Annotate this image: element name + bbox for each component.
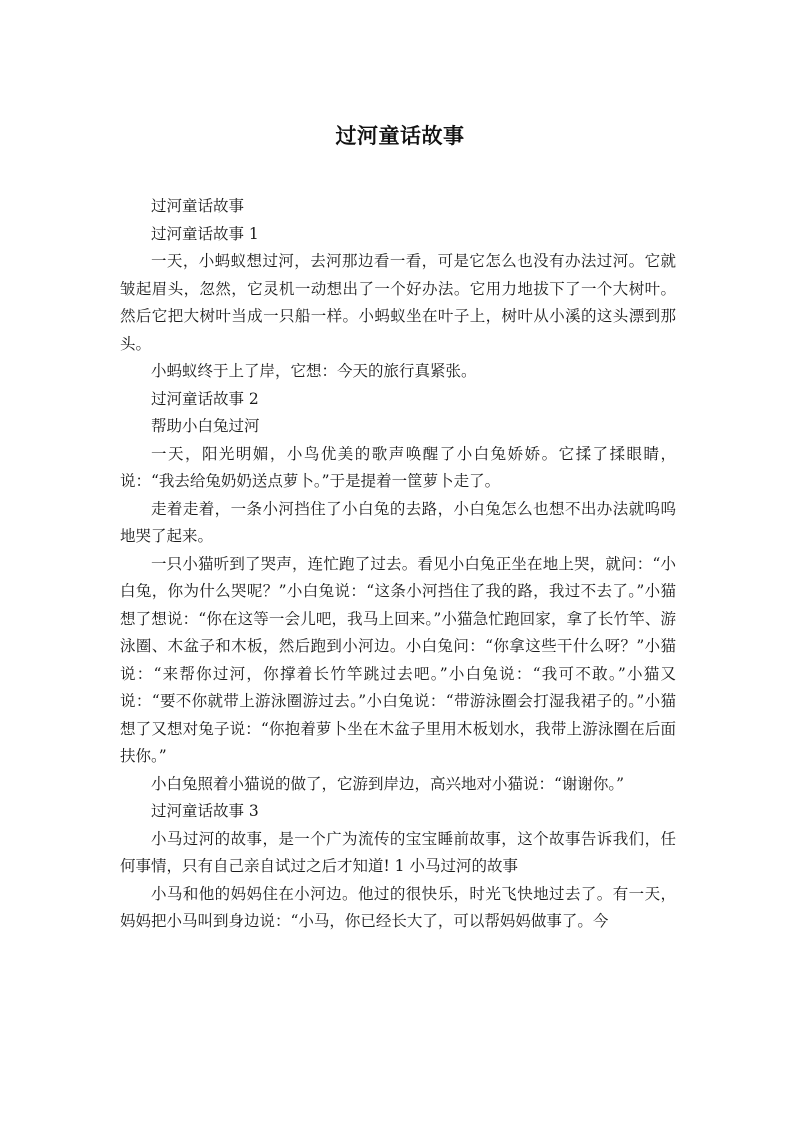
paragraph: 小蚂蚁终于上了岸，它想：今天的旅行真紧张。: [151, 362, 477, 380]
paragraph: 走着走着，一条小河挡住了小白兔的去路，小白兔怎么也想不出办法就呜呜地哭了起来。: [120, 499, 676, 545]
paragraph: 小白兔照着小猫说的做了，它游到岸边，高兴地对小猫说：“谢谢你。”: [151, 774, 625, 793]
paragraph: 小马和他的妈妈住在小河边。他过的很快乐，时光飞快地过去了。有一天，妈妈把小马叫到身边说：“小马，你已经长大了，可以帮妈妈做事了。今: [120, 884, 676, 930]
document-title: 过河童话故事: [335, 124, 465, 148]
paragraph-section-title: 过河童话故事 2: [151, 389, 259, 408]
paragraph: 一天，小蚂蚁想过河，去河那边看一看，可是它怎么也没有办法过河。它就皱起眉头，忽然，它灵机一动想出了一个好办法。它用力地拔下了一个大树叶。然后它把大树叶当成一只船一样。小蚂蚁坐在叶子上，树叶从小溪的这头漂到那头。: [120, 252, 676, 353]
document-body: [120, 193, 676, 936]
paragraph-section-title: 过河童话故事 3: [151, 802, 259, 820]
paragraph-subtitle: 帮助小白兔过河: [151, 417, 260, 435]
paragraph: 小马过河的故事，是一个广为流传的宝宝睡前故事，这个故事告诉我们，任何事情，只有自己亲自试过之后才知道! 1 小马过河的故事: [120, 829, 676, 875]
paragraph: 一天，阳光明媚，小鸟优美的歌声唤醒了小白兔娇娇。它揉了揉眼睛，说：“我去给兔奶奶送点萝卜。”于是提着一筐萝卜走了。: [120, 444, 676, 490]
paragraph-heading: 过河童话故事: [151, 197, 245, 215]
paragraph-section-title: 过河童话故事 1: [151, 224, 259, 243]
paragraph: 一只小猫听到了哭声，连忙跑了过去。看见小白兔正坐在地上哭，就问：“小白兔，你为什么哭呢？”小白兔说：“这条小河挡住了我的路，我过不去了。”小猫想了想说：“你在这等一会儿吧，我马上回来。”小猫急忙跑回家，拿了长竹竿、游泳圈、木盆子和木板，然后跑到小河边。小白兔问：“你拿这些干什么呀？”小猫说：“来帮你过河，你撑着长竹竿跳过去吧。”小白兔说：“我可不敢。”小猫又说：“要不你就带上游泳圈游过去。”小白兔说：“带游泳圈会打湿我裙子的。”小猫想了又想对兔子说：“你抱着萝卜坐在木盆子里用木板划水，我带上游泳圈在后面扶你。”: [120, 554, 676, 765]
